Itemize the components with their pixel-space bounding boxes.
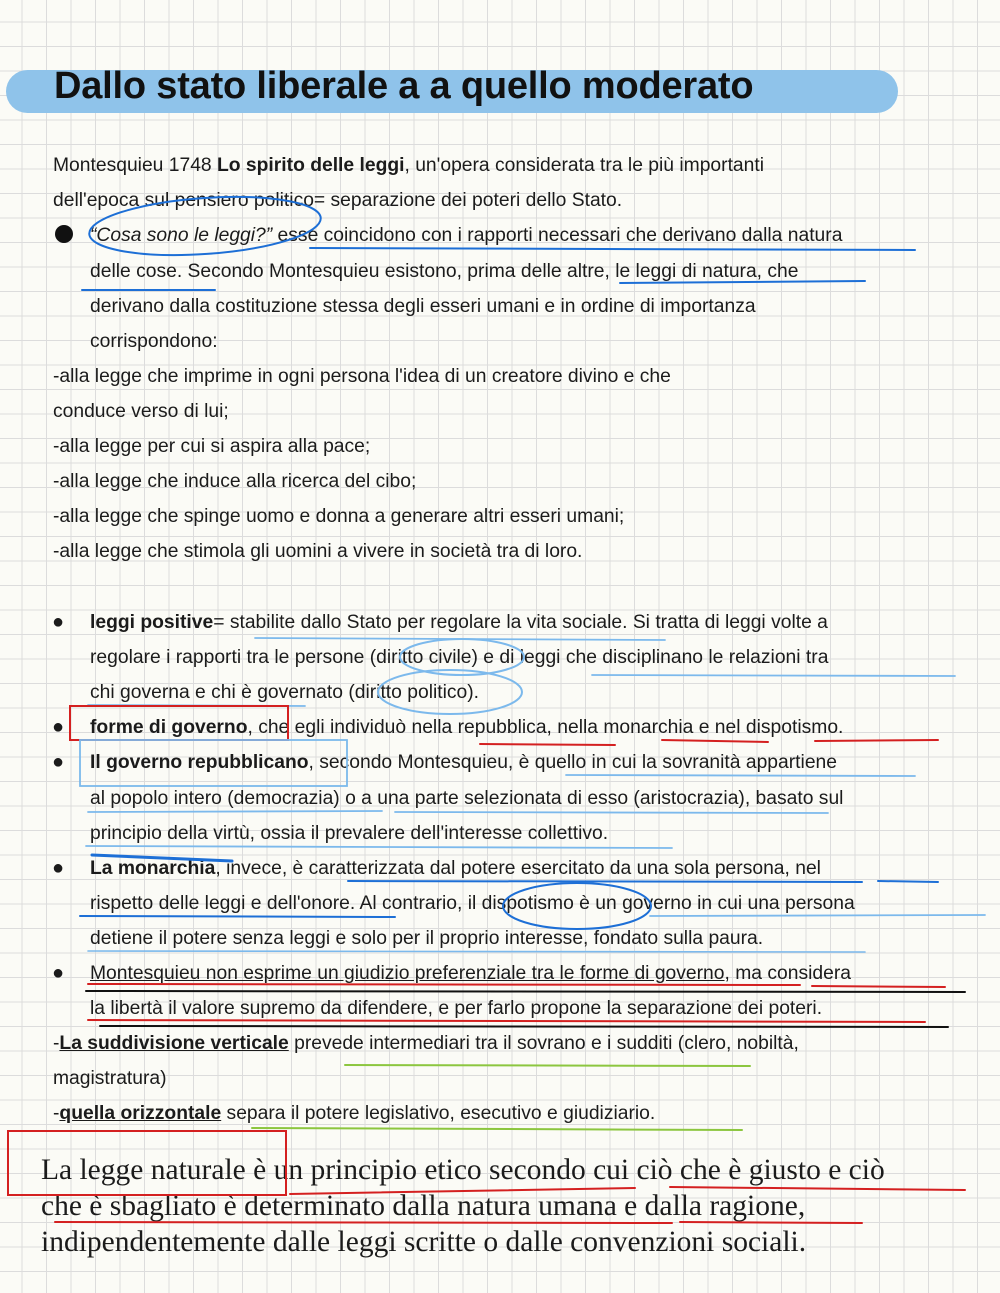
underline-annotation	[88, 705, 305, 706]
republic-line-3: principio della virtù, ossia il prevalere dell'interesse collettivo.	[90, 823, 609, 844]
republic-term: Il governo repubblicano	[90, 752, 309, 773]
page-title: Dallo stato liberale a a quello moderato	[54, 65, 754, 107]
underline-annotation	[348, 881, 862, 882]
intro-text: , un'opera considerata tra le più importanti	[404, 155, 765, 176]
judgement-line-2: la libertà il valore supremo da difendere, e per farlo propone la separazione dei poteri.	[90, 998, 823, 1019]
underline-annotation	[255, 638, 665, 640]
positive-laws-line-2: regolare i rapporti tra le persone (diritto civile) e di leggi che disciplinano le relazioni tra	[90, 647, 829, 668]
question-line-1	[90, 224, 842, 247]
bullet-marker: ●	[52, 962, 65, 984]
judgement-underlined: Montesquieu non esprime un giudizio preferenziale tra le forme di governo	[90, 963, 725, 984]
republic-line-2: al popolo intero (democrazia) o a una parte selezionata di esso (aristocrazia), basato sul	[90, 788, 844, 809]
bullet-marker: ●	[52, 751, 65, 773]
intro-author: Montesquieu 1748	[53, 155, 218, 176]
bullet-marker: ●	[52, 611, 65, 633]
underline-annotation	[650, 915, 985, 916]
monarchy-line-3: detiene il potere senza leggi e solo per il proprio interesse, fondato sulla paura.	[90, 928, 764, 949]
underline-annotation	[662, 740, 768, 742]
underline-annotation	[878, 881, 938, 882]
underline-annotation	[480, 744, 615, 745]
forms-text: , che egli individuò nella repubblica, nella monarchia e nel dispotismo.	[247, 717, 844, 738]
vertical-division-term: La suddivisione verticale	[59, 1033, 289, 1054]
natural-law-line-2: che è sbagliato è determinato dalla natura umana e dalla ragione,	[41, 1190, 806, 1222]
republic-text: , secondo Montesquieu, è quello in cui la sovranità appartiene	[308, 752, 837, 773]
question-line-4: corrispondono:	[90, 331, 218, 352]
underline-annotation	[395, 812, 828, 813]
republic-line-1	[90, 751, 837, 774]
horizontal-division-text: separa il potere legislativo, esecutivo e giudiziario.	[221, 1103, 656, 1124]
horizontal-division-line	[53, 1102, 655, 1125]
natural-law-line-1: La legge naturale è un principio etico secondo cui ciò che è giusto e ciò	[41, 1154, 885, 1186]
underline-annotation	[815, 740, 938, 741]
forms-line	[90, 716, 843, 739]
vertical-division-line-2: magistratura)	[53, 1068, 167, 1089]
positive-laws-term: leggi positive	[90, 612, 214, 633]
monarchy-line-1	[90, 857, 821, 880]
bullet-marker: ●	[52, 716, 65, 738]
question-line-2: delle cose. Secondo Montesquieu esistono, prima delle altre, le leggi di natura, che	[90, 261, 799, 282]
forms-term: forme di governo	[90, 717, 248, 738]
underline-annotation	[252, 1128, 742, 1130]
monarchy-text: , invece, è caratterizzata dal potere esercitato da una sola persona, nel	[215, 858, 821, 879]
law-item: conduce verso di lui;	[53, 401, 229, 422]
underline-annotation	[86, 991, 965, 992]
horizontal-division-term: quella orizzontale	[59, 1103, 222, 1124]
underline-annotation	[80, 916, 395, 917]
underline-annotation	[310, 248, 915, 250]
natural-law-line-3: indipendentemente dalle leggi scritte o dalle convenzioni sociali.	[41, 1226, 807, 1258]
law-item: -alla legge per cui si aspira alla pace;	[53, 436, 371, 457]
underline-annotation	[88, 811, 382, 812]
underline-annotation	[88, 1020, 925, 1022]
positive-laws-line-3: chi governa e chi è governato (diritto politico).	[90, 682, 480, 703]
law-item: -alla legge che induce alla ricerca del cibo;	[53, 471, 417, 492]
judgement-line-1	[90, 962, 851, 985]
judgement-text: , ma considera	[724, 963, 851, 984]
law-item: -alla legge che stimola gli uomini a vivere in società tra di loro.	[53, 541, 583, 562]
underline-annotation	[592, 675, 955, 676]
dash: -	[53, 1033, 60, 1054]
underline-annotation	[566, 775, 915, 776]
positive-laws-line-1	[90, 611, 828, 634]
bullet-marker: ●	[52, 857, 65, 879]
positive-laws-text: = stabilite dallo Stato per regolare la vita sociale. Si tratta di leggi volte a	[213, 612, 828, 633]
law-item: -alla legge che imprime in ogni persona l'idea di un creatore divino e che	[53, 366, 671, 387]
underline-annotation	[86, 846, 672, 848]
question-line-3: derivano dalla costituzione stessa degli esseri umani e in ordine di importanza	[90, 296, 756, 317]
vertical-division-line-1	[53, 1032, 799, 1055]
bullet-marker-large	[55, 225, 73, 243]
intro-line-1	[53, 154, 764, 177]
monarchy-line-2: rispetto delle leggi e dell'onore. Al contrario, il dispotismo è un governo in cui una persona	[90, 893, 855, 914]
intro-book-title: Lo spirito delle leggi	[217, 155, 405, 176]
underline-annotation	[88, 951, 865, 952]
vertical-division-text: prevede intermediari tra il sovrano e i sudditi (clero, nobiltà,	[288, 1033, 799, 1054]
intro-line-2: dell'epoca sul pensiero politico= separazione dei poteri dello Stato.	[53, 190, 623, 211]
underline-annotation	[812, 986, 945, 987]
monarchy-term: La monarchia	[90, 858, 216, 879]
dash: -	[53, 1103, 60, 1124]
question-answer: esse coincidono con i rapporti necessari che derivano dalla natura	[272, 225, 843, 246]
underline-annotation	[345, 1065, 750, 1066]
question-text: “Cosa sono le leggi?”	[90, 225, 273, 246]
underline-annotation	[100, 1026, 948, 1027]
law-item: -alla legge che spinge uomo e donna a generare altri esseri umani;	[53, 506, 625, 527]
